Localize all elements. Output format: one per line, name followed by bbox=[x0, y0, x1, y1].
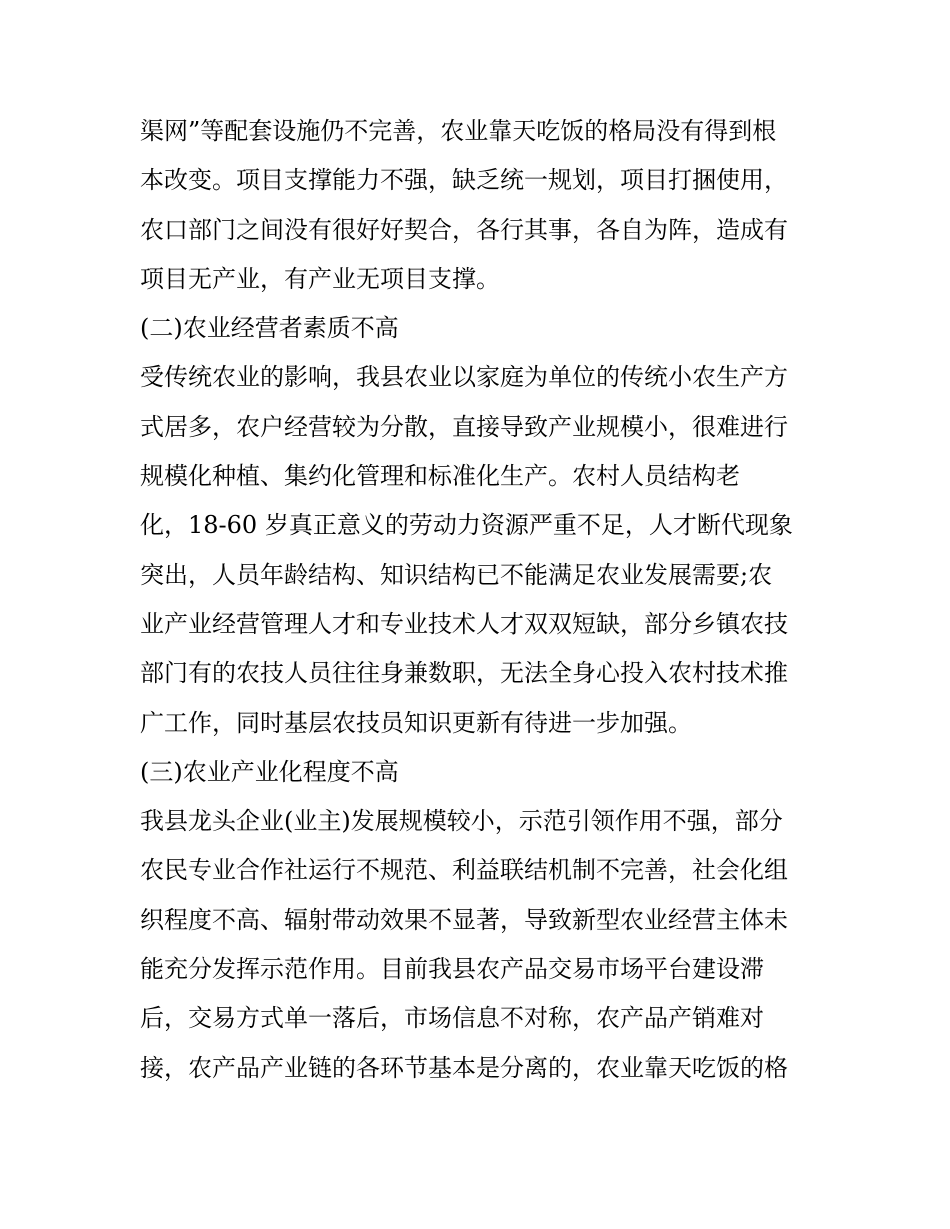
text-line: 突出，人员年龄结构、知识结构已不能满足农业发展需要;农 bbox=[140, 560, 773, 589]
text-line: 能充分发挥示范作用。目前我县农产品交易市场平台建设滞 bbox=[140, 955, 764, 984]
text-line: 项目无产业，有产业无项目支撑。 bbox=[140, 264, 500, 293]
text-line: 接，农产品产业链的各环节基本是分离的，农业靠天吃饭的格 bbox=[140, 1053, 788, 1082]
section-heading: (三)农业产业化程度不高 bbox=[140, 757, 399, 786]
text-line: 部门有的农技人员往往身兼数职，无法全身心投入农村技术推 bbox=[140, 659, 788, 688]
text-line: 农口部门之间没有很好好契合，各行其事，各自为阵，造成有 bbox=[140, 215, 788, 244]
body-text bbox=[140, 107, 820, 1093]
text-line: 织程度不高、辐射带动效果不显著，导致新型农业经营主体未 bbox=[140, 905, 788, 934]
text-line: 本改变。项目支撑能力不强，缺乏统一规划，项目打捆使用， bbox=[140, 166, 788, 195]
text-line: 渠网”等配套设施仍不完善，农业靠天吃饭的格局没有得到根 bbox=[140, 117, 777, 145]
text-line: 式居多，农户经营较为分散，直接导致产业规模小，很难进行 bbox=[140, 412, 788, 441]
text-line: 我县龙头企业(业主)发展规模较小，示范引领作用不强，部分 bbox=[140, 807, 783, 836]
text-line: 后，交易方式单一落后，市场信息不对称，农产品产销难对 bbox=[140, 1004, 764, 1033]
section-heading: (二)农业经营者素质不高 bbox=[140, 314, 399, 343]
text-line: 受传统农业的影响，我县农业以家庭为单位的传统小农生产方 bbox=[140, 363, 788, 392]
text-line: 化，18-60 岁真正意义的劳动力资源严重不足，人才断代现象 bbox=[140, 511, 793, 540]
text-line: 规模化种植、集约化管理和标准化生产。农村人员结构老 bbox=[140, 462, 740, 491]
text-line: 业产业经营管理人才和专业技术人才双双短缺，部分乡镇农技 bbox=[140, 609, 788, 638]
text-line: 农民专业合作社运行不规范、利益联结机制不完善，社会化组 bbox=[140, 856, 788, 885]
text-line: 广工作，同时基层农技员知识更新有待进一步加强。 bbox=[140, 708, 692, 737]
